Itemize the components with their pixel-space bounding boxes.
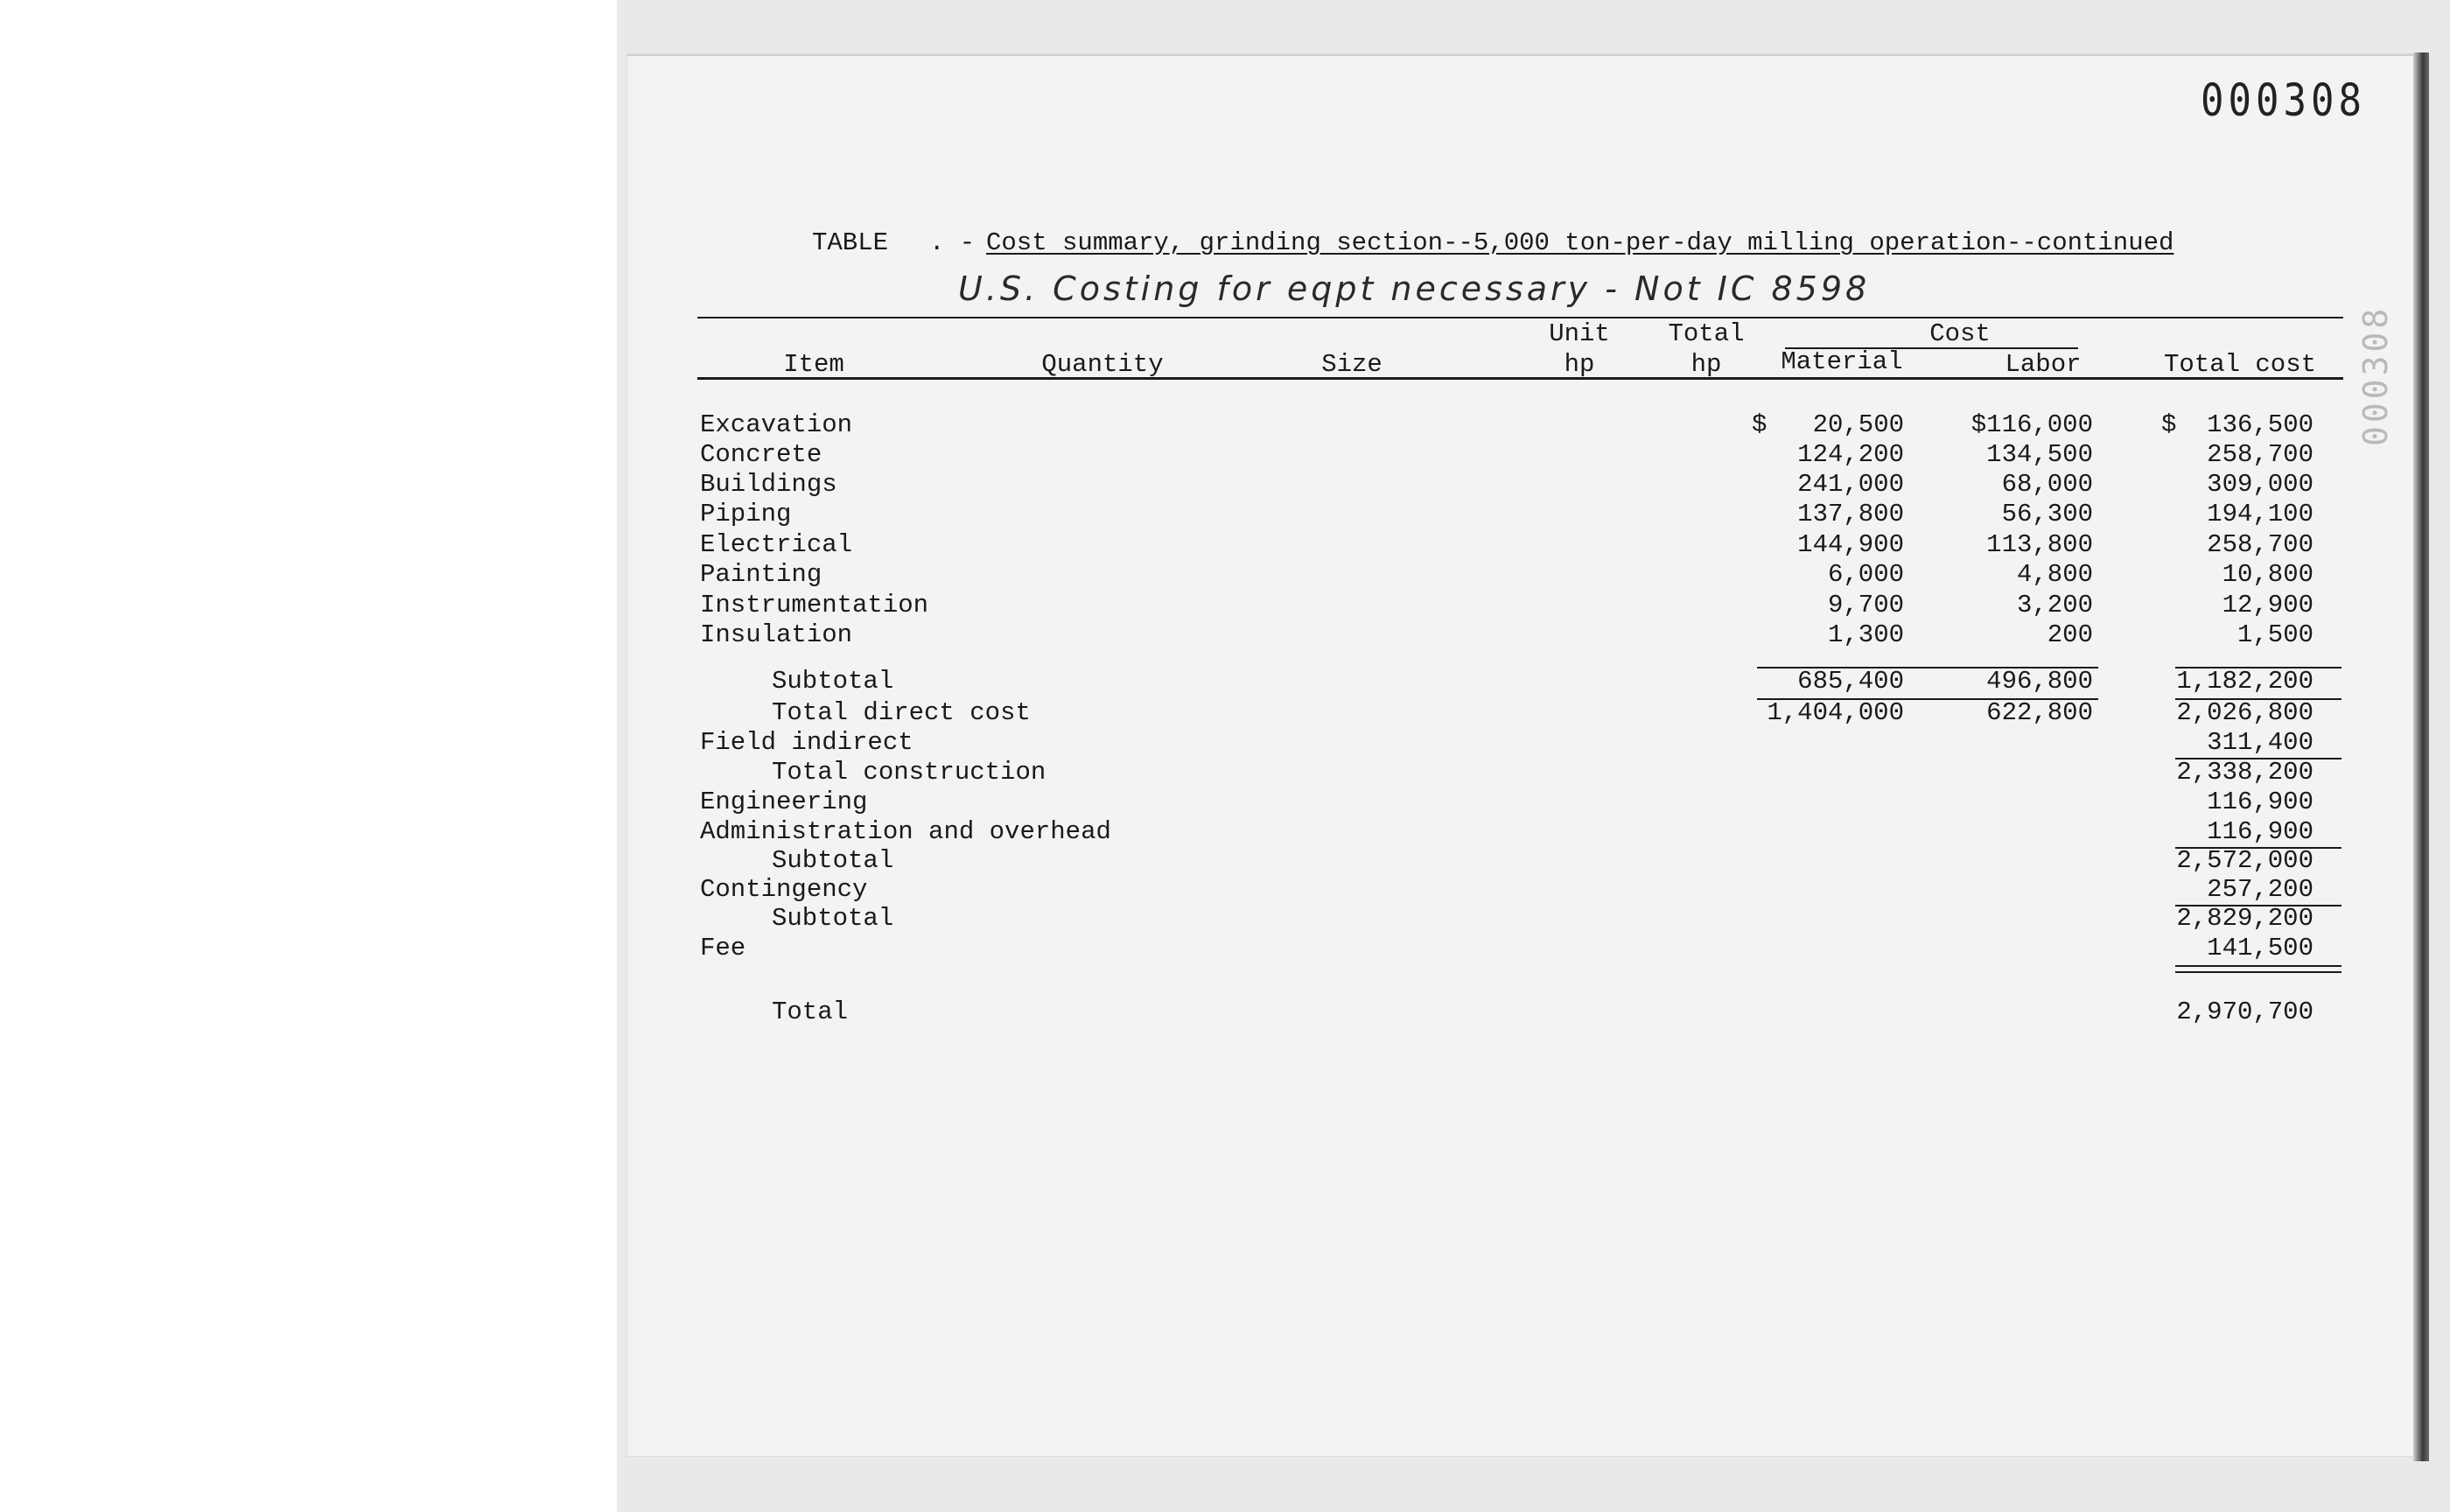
summary-item: Subtotal <box>772 904 894 933</box>
row-material: 9,700 <box>1827 591 1904 620</box>
row-material: 137,800 <box>1797 500 1904 528</box>
summary-total: 116,900 <box>2207 817 2314 846</box>
summary-total: 311,400 <box>2207 728 2314 757</box>
row-total: 258,700 <box>2207 440 2314 469</box>
header-unit-hp-bottom: hp <box>1564 350 1595 379</box>
summary-item: Field indirect <box>700 728 914 757</box>
row-item: Excavation <box>700 410 853 439</box>
summary-total: 257,200 <box>2207 875 2314 904</box>
row-total: 194,100 <box>2207 500 2314 528</box>
summary-item: Total direct cost <box>772 698 1031 727</box>
row-item: Buildings <box>700 470 837 499</box>
header-total-hp-bottom: hp <box>1690 350 1722 379</box>
grand-total-double-rule <box>2175 965 2342 973</box>
summary-item: Contingency <box>700 875 868 904</box>
row-total: 12,900 <box>2222 591 2314 620</box>
summary-item: Subtotal <box>772 846 894 875</box>
page-stamp-number: 000308 <box>2201 75 2366 127</box>
row-total: 309,000 <box>2207 470 2314 499</box>
header-labor: Labor <box>2005 350 2082 379</box>
summary-item: Administration and overhead <box>700 817 1111 846</box>
summary-material: 1,404,000 <box>1767 698 1904 727</box>
row-labor: 3,200 <box>2016 591 2093 620</box>
row-total: 1,500 <box>2236 620 2314 649</box>
grand-total-value: 2,970,700 <box>2176 998 2314 1026</box>
header-item: Item <box>783 350 844 379</box>
summary-total: 116,900 <box>2207 788 2314 816</box>
summary-item: Fee <box>700 934 746 962</box>
row-total: 10,800 <box>2222 560 2314 589</box>
row-material: 144,900 <box>1797 530 1904 559</box>
row-labor: 200 <box>2047 620 2093 649</box>
row-item: Concrete <box>700 440 822 469</box>
table-prefix: TABLE <box>812 228 889 257</box>
summary-item: Engineering <box>700 788 868 816</box>
row-labor: 113,800 <box>1986 530 2093 559</box>
row-material: 1,300 <box>1827 620 1904 649</box>
summary-item: Subtotal <box>772 667 894 696</box>
header-material: Material <box>1781 347 1903 376</box>
row-labor: $116,000 <box>1970 410 2093 439</box>
row-material: 6,000 <box>1827 560 1904 589</box>
row-total: 258,700 <box>2207 530 2314 559</box>
row-item: Painting <box>700 560 822 589</box>
row-item: Instrumentation <box>700 591 929 620</box>
summary-total: 2,338,200 <box>2176 758 2314 787</box>
header-top-rule <box>697 317 2343 318</box>
row-item: Electrical <box>700 530 853 559</box>
summary-item: Total construction <box>772 758 1046 787</box>
row-total: $ 136,500 <box>2160 410 2314 439</box>
row-labor: 134,500 <box>1986 440 2093 469</box>
header-cost: Cost <box>1929 319 1991 348</box>
grand-total-label: Total <box>772 998 849 1026</box>
row-material: 241,000 <box>1797 470 1904 499</box>
summary-total: 2,572,000 <box>2176 846 2314 875</box>
header-size: Size <box>1321 350 1382 379</box>
page-stamp-bleedthrough: 000308 <box>2356 304 2395 446</box>
row-item: Insulation <box>700 620 853 649</box>
page-edge-shadow <box>2413 52 2429 1461</box>
header-unit-hp-top: Unit <box>1549 319 1610 348</box>
row-item: Piping <box>700 500 792 528</box>
summary-total: 2,026,800 <box>2176 698 2314 727</box>
summary-total: 141,500 <box>2207 934 2314 962</box>
table-dot: . - <box>929 228 976 257</box>
summary-labor: 496,800 <box>1986 667 2093 696</box>
table-title: Cost summary, grinding section--5,000 ton-per-day milling operation--continued <box>986 228 2174 257</box>
handwritten-note: U.S. Costing for eqpt necessary - Not IC 8598 <box>958 270 1871 308</box>
header-quantity: Quantity <box>1041 350 1164 379</box>
row-labor: 68,000 <box>2001 470 2093 499</box>
summary-labor: 622,800 <box>1986 698 2093 727</box>
row-labor: 4,800 <box>2016 560 2093 589</box>
row-material: $ 20,500 <box>1751 410 1904 439</box>
summary-material: 685,400 <box>1797 667 1904 696</box>
summary-total: 2,829,200 <box>2176 904 2314 933</box>
summary-total: 1,182,200 <box>2176 667 2314 696</box>
header-total-hp-top: Total <box>1668 319 1745 348</box>
row-material: 124,200 <box>1797 440 1904 469</box>
header-total-cost: Total cost <box>2163 350 2317 379</box>
row-labor: 56,300 <box>2001 500 2093 528</box>
